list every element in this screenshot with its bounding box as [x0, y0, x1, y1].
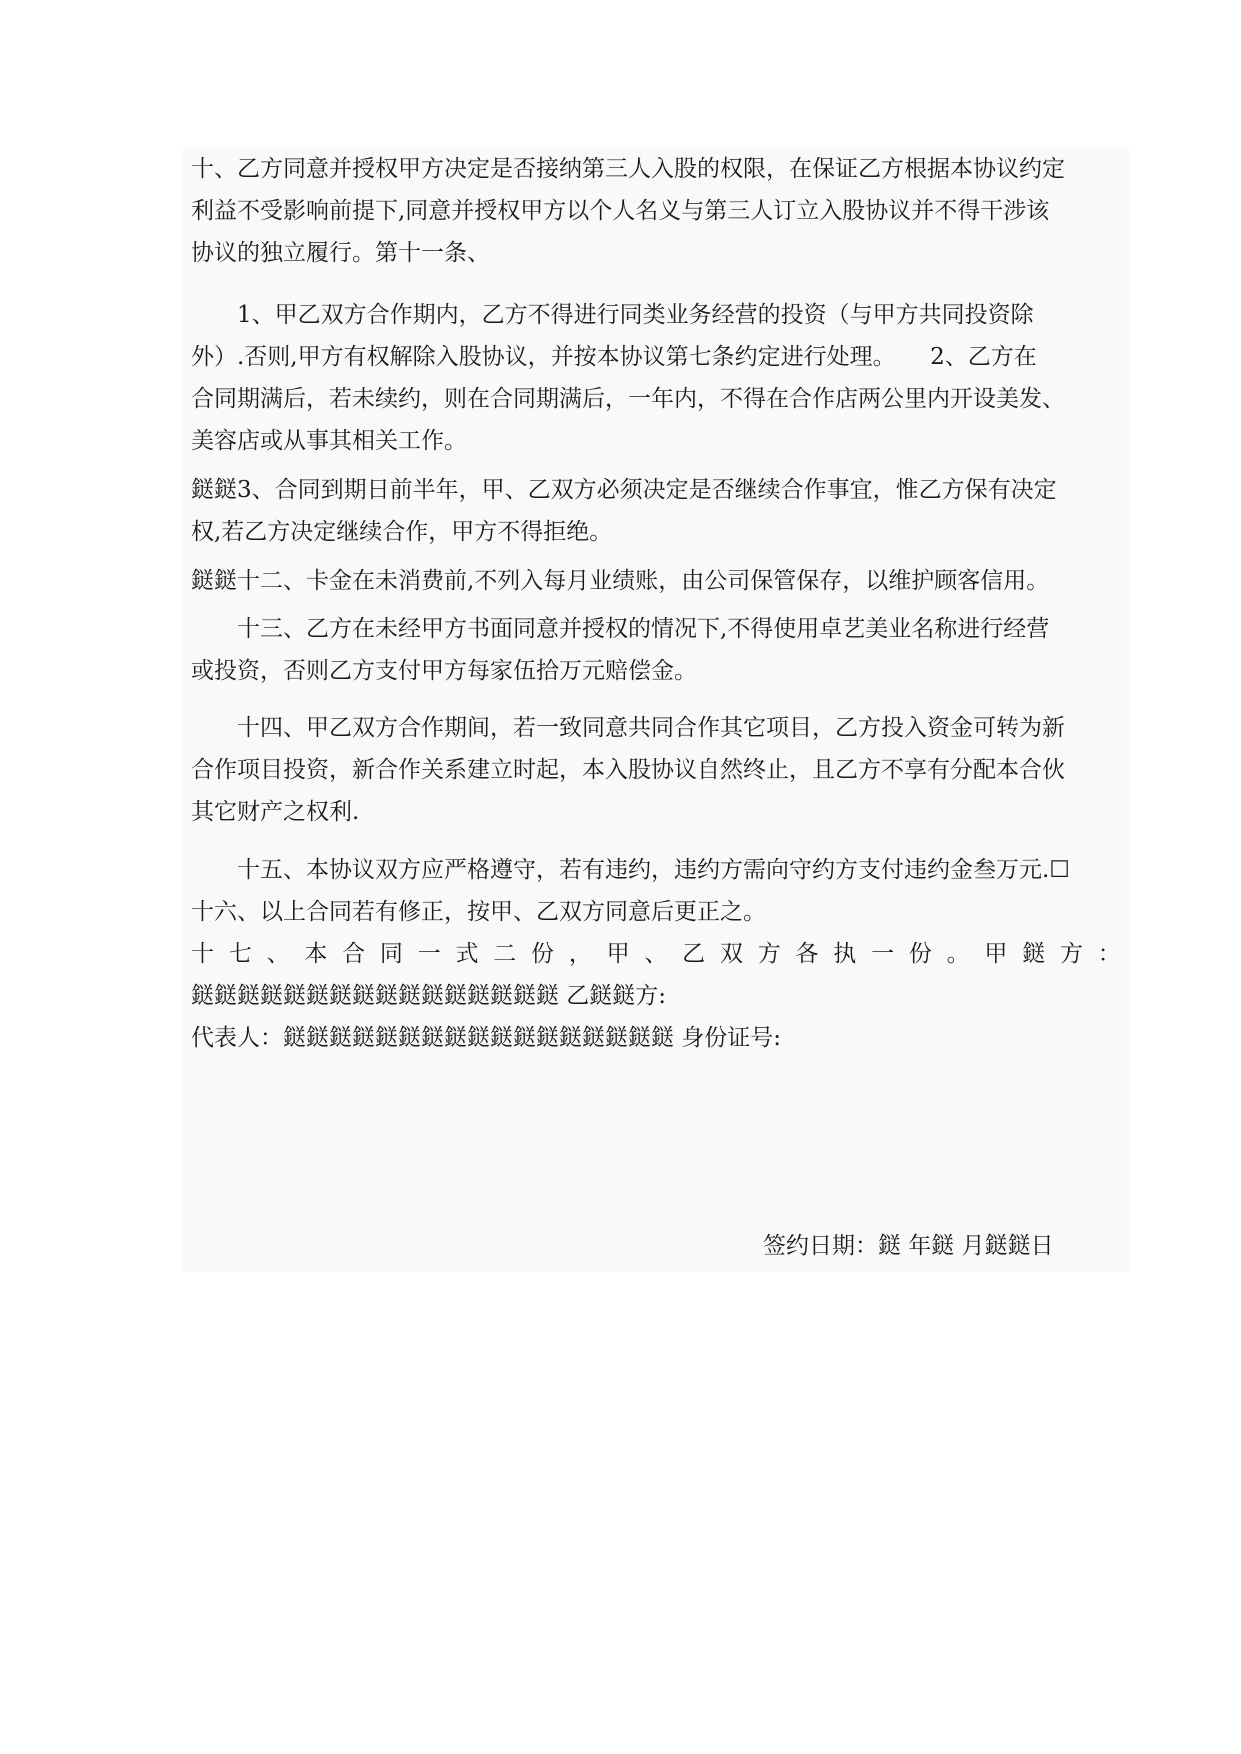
paragraph-line: 外）.否则,甲方有权解除入股协议，并按本协议第七条约定进行处理。 2、乙方在 [191, 344, 1037, 370]
justified-char: 份 [531, 941, 555, 967]
justified-char: 、 [644, 941, 668, 967]
justified-char: 鎹 [1022, 941, 1046, 967]
signing-date: 签约日期：鎹 年鎹 月鎹鎹日 [763, 1233, 1054, 1259]
justified-char: 甲 [606, 941, 630, 967]
justified-char: 十 [191, 941, 214, 967]
paragraph-line: 协议的独立履行。第十一条、 [191, 240, 490, 266]
justified-char: 乙 [682, 941, 706, 967]
paragraph-line: 合同期满后，若未续约，则在合同期满后，一年内，不得在合作店两公里内开设美发、 [191, 386, 1065, 412]
justified-char: 。 [946, 941, 970, 967]
paragraph-line: 美容店或从事其相关工作。 [191, 428, 467, 454]
justified-char: 一 [417, 941, 441, 967]
paragraph-line: 十三、乙方在未经甲方书面同意并授权的情况下,不得使用卓艺美业名称进行经营 [191, 616, 1050, 642]
justified-char: 、 [266, 941, 290, 967]
justified-char: 份 [908, 941, 932, 967]
paragraph-line: 鎹鎹十二、卡金在未消费前,不列入每月业绩账，由公司保管保存，以维护顾客信用。 [191, 568, 1050, 594]
paragraph-line: 利益不受影响前提下,同意并授权甲方以个人名义与第三人订立入股协议并不得干涉该 [191, 198, 1050, 224]
justified-char: ： [1097, 941, 1121, 967]
paragraph-line: 十、乙方同意并授权甲方决定是否接纳第三人入股的权限，在保证乙方根据本协议约定 [191, 156, 1065, 182]
paragraph-line: 合作项目投资，新合作关系建立时起，本入股协议自然终止，且乙方不享有分配本合伙 [191, 757, 1065, 783]
justified-char: 方 [1059, 941, 1083, 967]
justified-char: 本 [304, 941, 328, 967]
paragraph-line: 十五、本协议双方应严格遵守，若有违约，违约方需向守约方支付违约金叁万元.☐ [191, 857, 1070, 883]
paragraph-line: 十四、甲乙双方合作期间，若一致同意共同合作其它项目，乙方投入资金可转为新 [191, 715, 1065, 741]
justified-char: 式 [455, 941, 479, 967]
paragraph-line: 权,若乙方决定继续合作，甲方不得拒绝。 [191, 519, 613, 545]
paragraph-line: 1、甲乙双方合作期内，乙方不得进行同类业务经营的投资（与甲方共同投资除 [191, 302, 1034, 328]
justified-char: ， [568, 941, 592, 967]
justified-char: 合 [342, 941, 366, 967]
paragraph-line: 或投资，否则乙方支付甲方每家伍拾万元赔偿金。 [191, 658, 697, 684]
justified-line [191, 939, 1121, 969]
contract-text-block [183, 148, 1129, 1272]
justified-char: 一 [871, 941, 895, 967]
justified-char: 同 [379, 941, 403, 967]
justified-char: 甲 [984, 941, 1008, 967]
paragraph-line: 十六、以上合同若有修正，按甲、乙双方同意后更正之。 [191, 899, 766, 925]
justified-char: 双 [719, 941, 743, 967]
justified-char: 二 [493, 941, 517, 967]
paragraph-line: 鎹鎹鎹鎹鎹鎹鎹鎹鎹鎹鎹鎹鎹鎹鎹鎹 乙鎹鎹方: [191, 983, 667, 1009]
paragraph-line: 其它财产之权利. [191, 799, 360, 825]
paragraph-line: 代表人：鎹鎹鎹鎹鎹鎹鎹鎹鎹鎹鎹鎹鎹鎹鎹鎹鎹 身份证号: [191, 1025, 782, 1051]
justified-char: 执 [833, 941, 857, 967]
paragraph-line: 鎹鎹3、合同到期日前半年，甲、乙双方必须决定是否继续合作事宜，惟乙方保有决定 [191, 477, 1057, 503]
justified-char: 方 [757, 941, 781, 967]
justified-char: 各 [795, 941, 819, 967]
justified-char: 七 [228, 941, 252, 967]
